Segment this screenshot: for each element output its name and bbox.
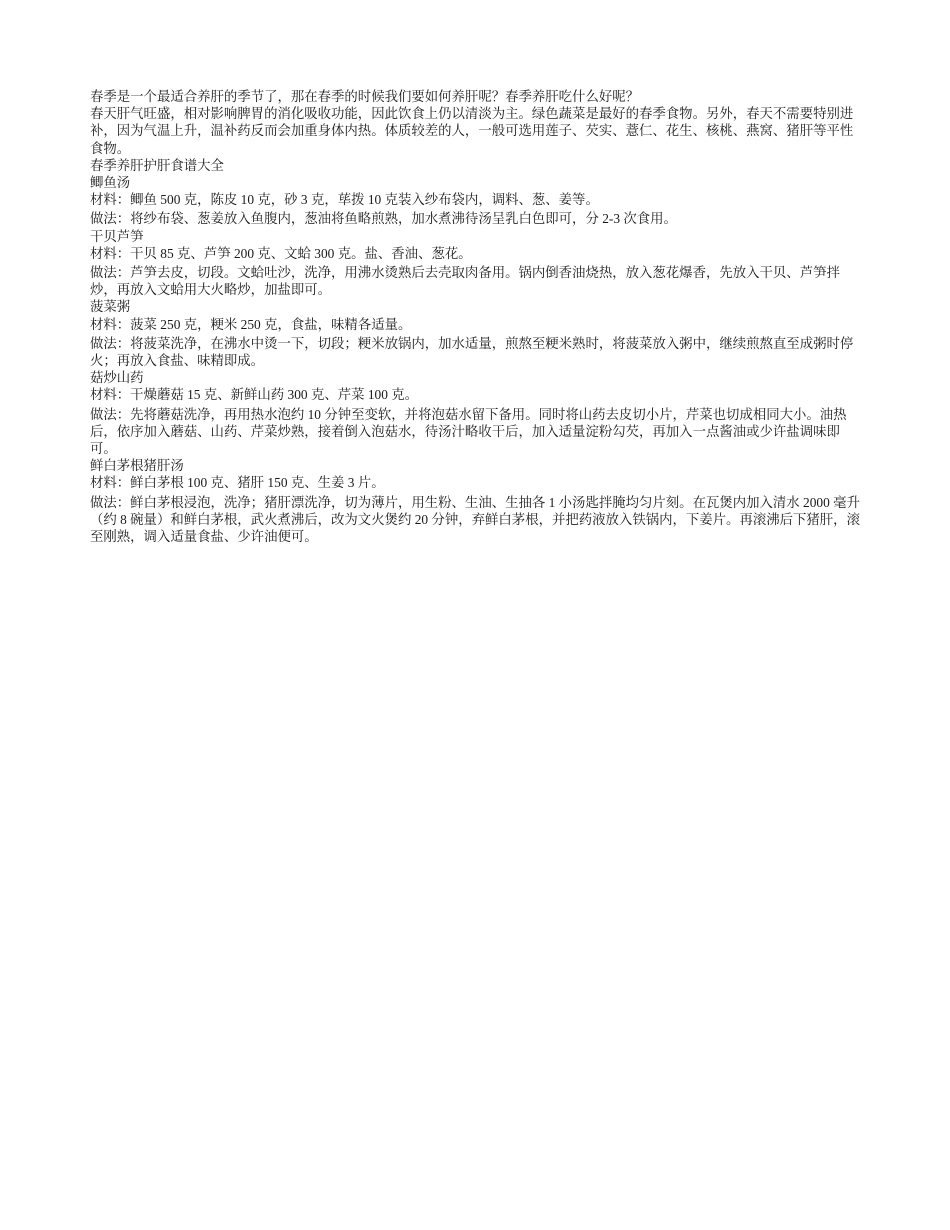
recipe-materials: 材料：鲜白茅根 100 克、猪肝 150 克、生姜 3 片。 (90, 475, 385, 491)
recipe-method: 做法：将菠菜洗净，在沸水中烫一下，切段；粳米放锅内，加水适量，煎熬至粳米熟时，将菠菜放入粥中，继续煎熬直至成粥时停火；再放入食盐、味精即成。 (90, 335, 854, 369)
recipe-list (90, 174, 860, 545)
recipe-name: 干贝芦笋 (90, 228, 144, 244)
recipe-materials: 材料：鲫鱼 500 克，陈皮 10 克，砂 3 克，荜拨 10 克装入纱布袋内，调料、葱、姜等。 (90, 192, 599, 208)
recipe-materials: 材料：菠菜 250 克，粳米 250 克，食盐，味精各适量。 (90, 316, 412, 332)
recipe-name: 菇炒山药 (90, 370, 144, 386)
recipe-materials: 材料：干贝 85 克、芦笋 200 克、文蛤 300 克。盐、香油、葱花。 (90, 245, 472, 261)
recipe-item (90, 369, 860, 457)
recipe-method: 做法：鲜白茅根浸泡，洗净；猪肝漂洗净，切为薄片，用生粉、生油、生抽各 1 小汤匙拌腌均匀片刻。在瓦煲内加入清水 2000 毫升（约 8 碗量）和鲜白茅根，武火煮沸后，改为文火煲约 20 分钟，弃鲜白茅根，并把药液放入铁锅内，下姜片。再滚沸后下猪肝，滚至刚熟，调入适量食盐、少许油便可。 (90, 494, 860, 545)
recipe-item (90, 457, 860, 545)
intro-paragraph: 春天肝气旺盛，相对影响脾胃的消化吸收功能，因此饮食上仍以清淡为主。绿色蔬菜是最好的春季食物。另外，春天不需要特别进补，因为气温上升，温补药反而会加重身体内热。体质较差的人，一般可选用莲子、芡实、薏仁、花生、核桃、燕窝、猪肝等平性食物。 (90, 106, 854, 156)
recipe-materials: 材料：干燥蘑菇 15 克、新鲜山药 300 克、芹菜 100 克。 (90, 387, 419, 403)
recipe-name: 鲜白茅根猪肝汤 (90, 458, 184, 474)
recipe-item (90, 174, 860, 228)
recipe-item (90, 298, 860, 369)
recipe-item (90, 228, 860, 299)
recipe-method: 做法：先将蘑菇洗净，再用热水泡约 10 分钟至变软，并将泡菇水留下备用。同时将山药去皮切小片，芹菜也切成相同大小。油热后，依序加入蘑菇、山药、芹菜炒熟，接着倒入泡菇水，待汤汁略收干后，加入适量淀粉勾芡，再加入一点酱油或少许盐调味即可。 (90, 406, 847, 457)
intro-question: 春季是一个最适合养肝的季节了，那在春季的时候我们要如何养肝呢？春季养肝吃什么好呢？ (90, 89, 640, 104)
section-title: 春季养肝护肝食谱大全 (90, 157, 224, 173)
recipe-method: 做法：将纱布袋、葱姜放入鱼腹内，葱油将鱼略煎熟，加水煮沸待汤呈乳白色即可，分 2-3 次食用。 (90, 211, 677, 227)
recipe-name: 鲫鱼汤 (90, 175, 131, 191)
recipe-method: 做法：芦笋去皮，切段。文蛤吐沙，洗净，用沸水烫熟后去壳取肉备用。锅内倒香油烧热，放入葱花爆香，先放入干贝、芦笋拌炒，再放入文蛤用大火略炒，加盐即可。 (90, 265, 840, 298)
document-body (90, 88, 860, 545)
recipe-name: 菠菜粥 (90, 299, 131, 315)
